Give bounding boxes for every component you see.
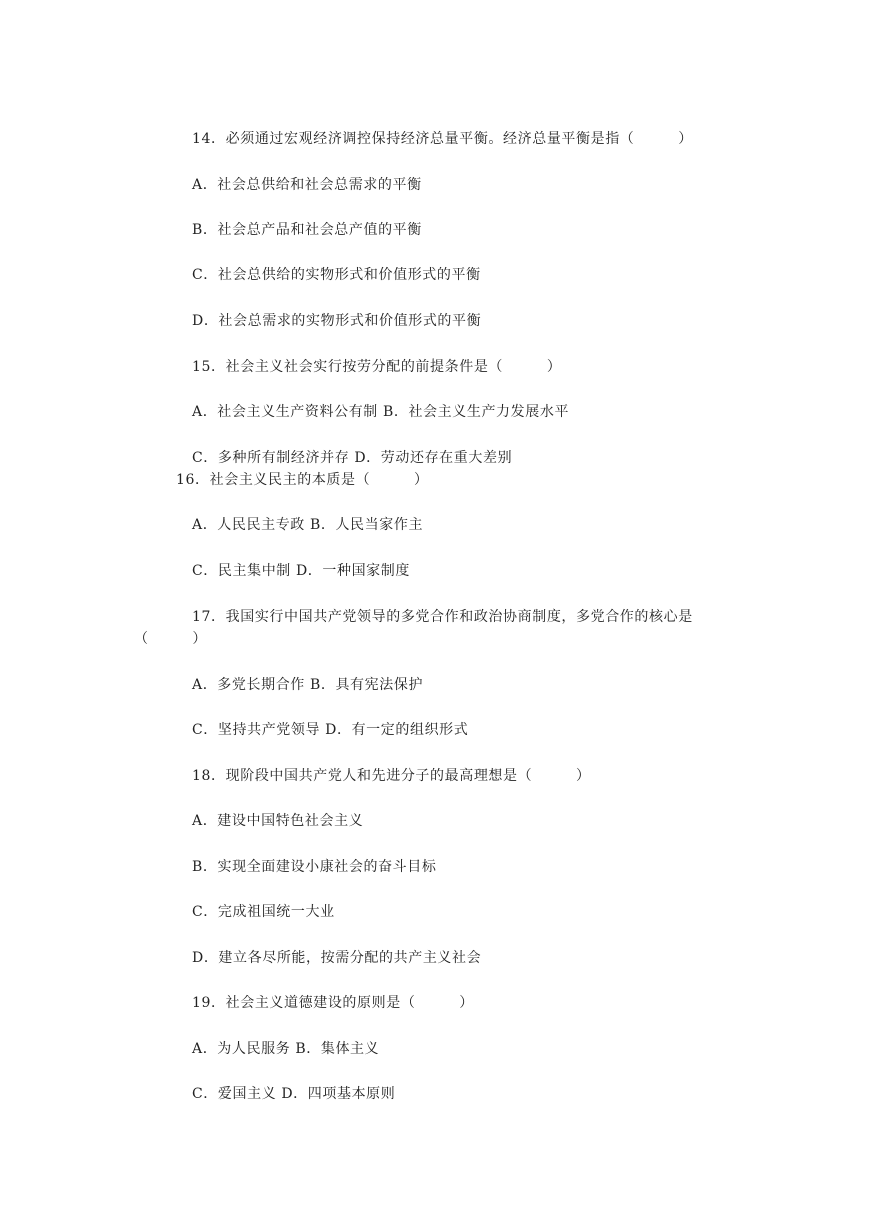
question-16-options-ab: A．人民民主专政 B．人民当家作主 bbox=[192, 517, 424, 533]
question-18-option-b: B．实现全面建设小康社会的奋斗目标 bbox=[192, 859, 437, 875]
question-15-stem: 15．社会主义社会实行按劳分配的前提条件是（ ） bbox=[192, 359, 562, 375]
question-19-stem: 19．社会主义道德建设的原则是（ ） bbox=[192, 995, 474, 1011]
question-19-options-cd: C．爱国主义 D．四项基本原则 bbox=[192, 1086, 396, 1102]
question-18-stem: 18．现阶段中国共产党人和先进分子的最高理想是（ ） bbox=[192, 768, 591, 784]
question-14-option-c: C．社会总供给的实物形式和价值形式的平衡 bbox=[192, 267, 481, 283]
question-17-stem-line1: 17．我国实行中国共产党领导的多党合作和政治协商制度，多党合作的核心是 bbox=[192, 609, 693, 625]
question-15-options-ab: A．社会主义生产资料公有制 B．社会主义生产力发展水平 bbox=[192, 404, 570, 420]
question-14-stem: 14．必须通过宏观经济调控保持经济总量平衡。经济总量平衡是指（ ） bbox=[192, 131, 693, 147]
question-16-options-cd: C．民主集中制 D．一种国家制度 bbox=[192, 563, 410, 579]
question-19-options-ab: A．为人民服务 B．集体主义 bbox=[192, 1041, 380, 1057]
question-18-option-d: D．建立各尽所能，按需分配的共产主义社会 bbox=[192, 950, 482, 966]
question-15-options-cd: C．多种所有制经济并存 D．劳动还存在重大差别 bbox=[192, 450, 513, 466]
question-14-option-d: D．社会总需求的实物形式和价值形式的平衡 bbox=[192, 313, 482, 329]
question-17-options-ab: A．多党长期合作 B．具有宪法保护 bbox=[192, 677, 424, 693]
question-17-options-cd: C．坚持共产党领导 D．有一定的组织形式 bbox=[192, 722, 469, 738]
question-14-option-b: B．社会总产品和社会总产值的平衡 bbox=[192, 222, 422, 238]
question-17-stem-line2: （ ） bbox=[134, 631, 207, 647]
question-18-option-c: C．完成祖国统一大业 bbox=[192, 904, 335, 920]
question-18-option-a: A．建设中国特色社会主义 bbox=[192, 813, 364, 829]
question-14-option-a: A．社会总供给和社会总需求的平衡 bbox=[192, 177, 422, 193]
question-16-stem: 16．社会主义民主的本质是（ ） bbox=[176, 472, 429, 488]
